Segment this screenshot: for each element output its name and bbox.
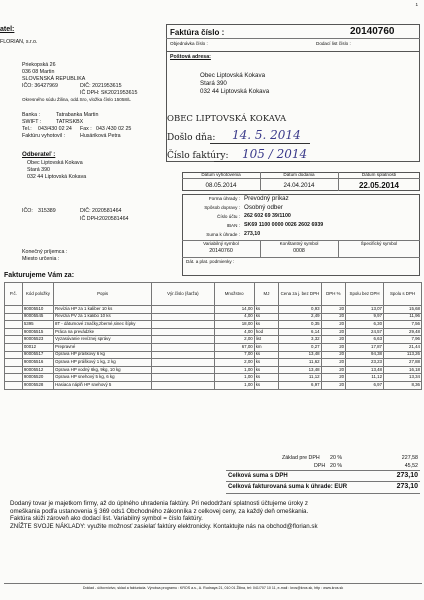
- item-description: Oprava HP práškový 6 kg: [54, 351, 152, 359]
- supplier-ico: IČO: 36427969: [22, 83, 58, 89]
- total-label: Celková suma s DPH: [228, 473, 288, 479]
- col-popis: Popis: [54, 283, 152, 306]
- issuer-value: Husáriková Petra: [80, 133, 121, 139]
- col-pc: P.č.: [5, 283, 23, 306]
- fax-value: 043 /430 02 25: [96, 126, 132, 132]
- item-unit: ks: [254, 351, 279, 359]
- item-batch: [152, 328, 214, 336]
- item-unit-price: 11,62: [279, 359, 321, 367]
- item-code: 00012: [22, 343, 53, 351]
- order-number-label: Objednávka číslo :: [170, 41, 208, 46]
- table-row: [5, 321, 422, 329]
- iban-value: SK69 1100 0000 0026 2602 6939: [244, 222, 324, 228]
- delivery-date-label: Dátum dodania: [283, 172, 315, 177]
- buyer-dic-label: DIČ:: [80, 208, 91, 214]
- vat-rate: 20 %: [330, 463, 343, 469]
- item-quantity: 4,00: [214, 328, 254, 336]
- item-total-net: 13,07: [346, 306, 384, 314]
- item-pc: [5, 374, 23, 382]
- item-pc: [5, 359, 23, 367]
- item-total-gross: 29,48: [384, 328, 422, 336]
- item-vat-rate: 20: [321, 359, 346, 367]
- invoice-title-label: Faktúra číslo :: [170, 28, 225, 37]
- item-unit-price: 13,48: [279, 351, 321, 359]
- issue-date-value: 08.05.2014: [205, 182, 237, 189]
- item-vat-rate: 20: [321, 328, 346, 336]
- table-row: [5, 359, 422, 367]
- stamp-invoice-value: 105 / 2014: [242, 147, 308, 161]
- supplier-city: 036 08 Martin: [22, 69, 55, 75]
- swift-label: SWIFT :: [22, 119, 42, 125]
- item-quantity: 4,00: [214, 313, 254, 321]
- item-pc: [5, 343, 23, 351]
- item-code: 90005516: [22, 359, 53, 367]
- item-pc: [5, 313, 23, 321]
- delivery-place-label: Miesto určenia :: [22, 256, 60, 262]
- buyer-icdph-label: IČ DPH:: [80, 216, 100, 222]
- col-dph: DPH %: [321, 283, 346, 306]
- swift-value: TATRSKBX: [56, 119, 84, 125]
- item-code: 5395: [22, 321, 53, 329]
- item-total-gross: 27,88: [384, 359, 422, 367]
- item-quantity: 18,00: [214, 321, 254, 329]
- iban-label: IBAN :: [226, 223, 240, 228]
- buyer-street: Stará 390: [27, 167, 50, 173]
- item-total-gross: 7,96: [384, 336, 422, 344]
- stamp-title: OBEC LIPTOVSKÁ KOKAVA: [167, 114, 287, 124]
- buyer-icdph-value: 2020581464: [99, 216, 129, 222]
- stamp-invoice-label: Číslo faktúry:: [167, 151, 229, 161]
- item-pc: [5, 336, 23, 344]
- due-date-value: 22.05.2014: [358, 181, 400, 190]
- base-label: Základ pre DPH: [282, 455, 320, 461]
- delivery-date-value: 24.04.2014: [283, 182, 315, 189]
- stamp-received-label: Došlo dňa:: [167, 133, 216, 143]
- due-date-label: Dátum splatnosti: [361, 172, 397, 177]
- item-batch: [152, 313, 214, 321]
- item-code: 90005523: [22, 336, 53, 344]
- items-table: [4, 282, 422, 390]
- item-unit: ks: [254, 359, 279, 367]
- fax-label: Fax :: [80, 126, 92, 132]
- item-code: 90005528: [22, 381, 53, 389]
- item-batch: [152, 351, 214, 359]
- postal-street: Stará 390: [200, 80, 227, 87]
- item-batch: [152, 374, 214, 382]
- item-total-gross: 16,18: [384, 366, 422, 374]
- item-unit: ks: [254, 321, 279, 329]
- ss-label: Špecifický symbol: [360, 241, 398, 246]
- item-unit-price: 13,48: [279, 366, 321, 374]
- item-total-gross: 7,56: [384, 321, 422, 329]
- supplier-name: FLORIAN, s.r.o.: [0, 39, 38, 45]
- pay-value: 273,10: [396, 483, 418, 490]
- supplier-dic: DIČ: 2021953615: [80, 83, 122, 89]
- col-mj: MJ: [254, 283, 279, 306]
- item-code: 90005545: [22, 313, 53, 321]
- item-unit-price: 0,35: [279, 321, 321, 329]
- ks-label: Konštantný symbol: [279, 241, 319, 246]
- item-total-net: 94,38: [346, 351, 384, 359]
- item-batch: [152, 359, 214, 367]
- col-mnozstvo: Množstvo: [214, 283, 254, 306]
- item-code: 90005515: [22, 328, 53, 336]
- item-description: Oprava HP práškový 1 kg, 2 kg: [54, 359, 152, 367]
- item-vat-rate: 20: [321, 336, 346, 344]
- item-total-gross: 11,96: [384, 313, 422, 321]
- item-quantity: 2,00: [214, 336, 254, 344]
- item-total-net: 17,87: [346, 343, 384, 351]
- buyer-ico-label: IČO:: [22, 208, 33, 214]
- col-sarza: Výr.číslo (šarža): [152, 283, 214, 306]
- item-unit: ks: [254, 381, 279, 389]
- item-vat-rate: 20: [321, 381, 346, 389]
- col-cena: Cena za j. bez DPH: [279, 283, 321, 306]
- item-vat-rate: 20: [321, 351, 346, 359]
- account-value: 262 602 69 39/1100: [244, 213, 291, 219]
- postal-heading: Poštová adresa:: [170, 54, 211, 60]
- items-heading: Fakturujeme Vám za:: [4, 272, 75, 279]
- item-description: Revízia PV za 1 kalibo 10 ks: [54, 313, 152, 321]
- item-quantity: 7,00: [214, 351, 254, 359]
- item-vat-rate: 20: [321, 313, 346, 321]
- payment-method-label: Spôsob dopravy :: [204, 205, 240, 210]
- account-label: Číslo účtu :: [217, 214, 240, 219]
- supplier-registry: Okresného súdu Žilina, odd.Sro, vložka číslo 15058/L: [22, 97, 131, 102]
- bank-value: Tatrabanka Martin: [56, 112, 99, 118]
- table-row: [5, 381, 422, 389]
- col-spolu-bez: Spolu bez DPH: [346, 283, 384, 306]
- issuer-label: Faktúru vyhotovil :: [22, 133, 65, 139]
- postal-name: Obec Liptovská Kokava: [200, 72, 266, 79]
- table-row: [5, 343, 422, 351]
- item-pc: [5, 381, 23, 389]
- vs-label: Variabilný symbol: [203, 241, 239, 246]
- item-description: Oprava HP vodný 6kg, 9kg, 10 kg: [54, 366, 152, 374]
- item-unit-price: 6,14: [279, 328, 321, 336]
- table-row: [5, 351, 422, 359]
- item-description: Revízia HP za 1 kaliber 10 ks: [54, 306, 152, 314]
- item-unit: ks: [254, 313, 279, 321]
- buyer-dic-value: 2020581464: [92, 208, 122, 214]
- buyer-city: 032 44 Liptovská Kokava: [27, 174, 87, 180]
- vs-value: 20140760: [209, 248, 233, 254]
- supplier-country: SLOVENSKÁ REPUBLIKA: [22, 76, 86, 82]
- postal-box: [166, 52, 420, 162]
- item-total-net: 6,63: [346, 336, 384, 344]
- item-batch: [152, 321, 214, 329]
- item-description: Práca na prevádzke: [54, 328, 152, 336]
- bank-label: Banka :: [22, 112, 40, 118]
- item-description: Prepravné: [54, 343, 152, 351]
- footer-line: ZNÍŽTE SVOJE NÁKLADY: využite možnosť zasielať faktúry elektronicky. Kontaktujte nás na obchod@florian.sk: [10, 522, 318, 530]
- table-row: [5, 336, 422, 344]
- item-description: Vyzasúvanie revíznej správy: [54, 336, 152, 344]
- item-total-gross: 21,44: [384, 343, 422, 351]
- software-credit: Doklad - účtovníctvo, sklad a fakturácia. Výrobca programu : KROS a.s., A. Rudnaya 21, 010 01 Žilina, tel: 041/707 10 11, e-mail : kros@kros.sk, http : www.kros.sk: [82, 586, 344, 590]
- item-vat-rate: 20: [321, 306, 346, 314]
- payment-form-label: Forma úhrady :: [208, 196, 240, 201]
- item-total-net: 23,23: [346, 359, 384, 367]
- item-total-net: 9,97: [346, 313, 384, 321]
- table-row: [5, 366, 422, 374]
- vat-value: 45,52: [404, 463, 418, 469]
- footer-line: omeškania podľa ustanovenia § 369 ods1 Obchodného zákonníka z celkovej ceny, za každý deň omeškania.: [10, 507, 309, 515]
- item-code: 90005517: [22, 351, 53, 359]
- ks-value: 0008: [293, 248, 305, 254]
- base-rate: 20 %: [330, 455, 343, 461]
- item-unit-price: 3,32: [279, 336, 321, 344]
- item-quantity: 1,00: [214, 381, 254, 389]
- delivery-note-label: Dodací list číslo :: [316, 41, 351, 46]
- table-row: [5, 374, 422, 382]
- supplier-heading: atel:: [0, 26, 15, 33]
- item-unit-price: 2,49: [279, 313, 321, 321]
- stamp-received-value: 14. 5. 2014: [232, 128, 301, 142]
- item-total-gross: 15,68: [384, 306, 422, 314]
- item-pc: [5, 366, 23, 374]
- item-total-net: 6,30: [346, 321, 384, 329]
- item-unit: list: [254, 336, 279, 344]
- payment-conditions-label: Dát. a plat. podmienky :: [186, 259, 235, 264]
- item-code: 90005510: [22, 306, 53, 314]
- item-unit-price: 0,27: [279, 343, 321, 351]
- item-vat-rate: 20: [321, 343, 346, 351]
- footer-line: Faktúra slúži zároveň ako dodací list. Variabilný symbol = číslo faktúry.: [10, 515, 203, 523]
- item-total-gross: 13,34: [384, 374, 422, 382]
- item-batch: [152, 336, 214, 344]
- buyer-heading: Odberateľ :: [22, 151, 56, 158]
- item-batch: [152, 366, 214, 374]
- corner-mark: 1: [415, 2, 418, 7]
- item-unit-price: 11,12: [279, 374, 321, 382]
- item-code: 90005512: [22, 366, 53, 374]
- item-total-net: 24,57: [346, 328, 384, 336]
- item-unit: ks: [254, 374, 279, 382]
- item-unit: km: [254, 343, 279, 351]
- payment-form-value: Prevodný príkaz: [244, 195, 289, 202]
- amount-label: Suma k úhrade :: [206, 232, 240, 237]
- item-pc: [5, 351, 23, 359]
- col-spolu-s: Spolu s DPH: [384, 283, 422, 306]
- item-quantity: 14,00: [214, 306, 254, 314]
- footer-note: [10, 500, 422, 530]
- total-value: 273,10: [396, 472, 418, 479]
- tel-value: 043/430 02 24: [38, 126, 72, 132]
- table-row: [5, 306, 422, 314]
- postal-city: 032 44 Liptovská Kokava: [200, 88, 270, 95]
- item-unit: ks: [254, 306, 279, 314]
- item-total-net: 13,48: [346, 366, 384, 374]
- item-description: 8T - dátumové značky,zberné,sinec šípky: [54, 321, 152, 329]
- item-vat-rate: 20: [321, 321, 346, 329]
- item-code: 90005520: [22, 374, 53, 382]
- buyer-ico-value: 315389: [38, 208, 56, 214]
- tel-label: Tel.:: [22, 126, 32, 132]
- item-total-gross: 8,36: [384, 381, 422, 389]
- item-batch: [152, 381, 214, 389]
- item-unit-price: 6,97: [279, 381, 321, 389]
- col-kod: Kód položky: [22, 283, 53, 306]
- item-batch: [152, 343, 214, 351]
- item-quantity: 2,00: [214, 359, 254, 367]
- buyer-name: Obec Liptovská Kokava: [27, 160, 83, 166]
- invoice-number: 20140760: [350, 26, 395, 37]
- final-recipient-label: Konečný príjemca :: [22, 249, 68, 255]
- item-batch: [152, 306, 214, 314]
- payment-method-value: Osobný odber: [244, 204, 283, 211]
- base-value: 227,58: [401, 455, 418, 461]
- item-unit: ks: [254, 366, 279, 374]
- item-pc: [5, 306, 23, 314]
- item-pc: [5, 321, 23, 329]
- table-row: [5, 328, 422, 336]
- table-row: [5, 313, 422, 321]
- item-total-net: 6,97: [346, 381, 384, 389]
- item-unit: hod: [254, 328, 279, 336]
- pay-label: Celková fakturovaná suma k úhrade: EUR: [228, 484, 348, 490]
- item-pc: [5, 328, 23, 336]
- item-vat-rate: 20: [321, 366, 346, 374]
- supplier-icdph: IČ DPH: SK2021953615: [80, 90, 138, 96]
- amount-value: 273,10: [244, 231, 261, 237]
- item-quantity: 67,00: [214, 343, 254, 351]
- items-header-row: [5, 283, 422, 306]
- item-vat-rate: 20: [321, 374, 346, 382]
- item-unit-price: 0,93: [279, 306, 321, 314]
- vat-label: DPH: [314, 463, 326, 469]
- item-quantity: 1,00: [214, 366, 254, 374]
- item-total-gross: 113,26: [384, 351, 422, 359]
- footer-line: Dodaný tovar je majetkom firmy, až do úplného uhradenia faktúry. Pri nedodržaní splatnosti účtujeme úroky z: [10, 500, 308, 507]
- supplier-street: Priekopská 26: [22, 62, 56, 68]
- item-description: Hasiaca náplň HP snehový 5: [54, 381, 152, 389]
- item-total-net: 11,12: [346, 374, 384, 382]
- issue-date-label: Dátum vyhotovenia: [201, 172, 241, 177]
- item-quantity: 1,00: [214, 374, 254, 382]
- item-description: Oprava HP snehový 5 kg, 6 kg: [54, 374, 152, 382]
